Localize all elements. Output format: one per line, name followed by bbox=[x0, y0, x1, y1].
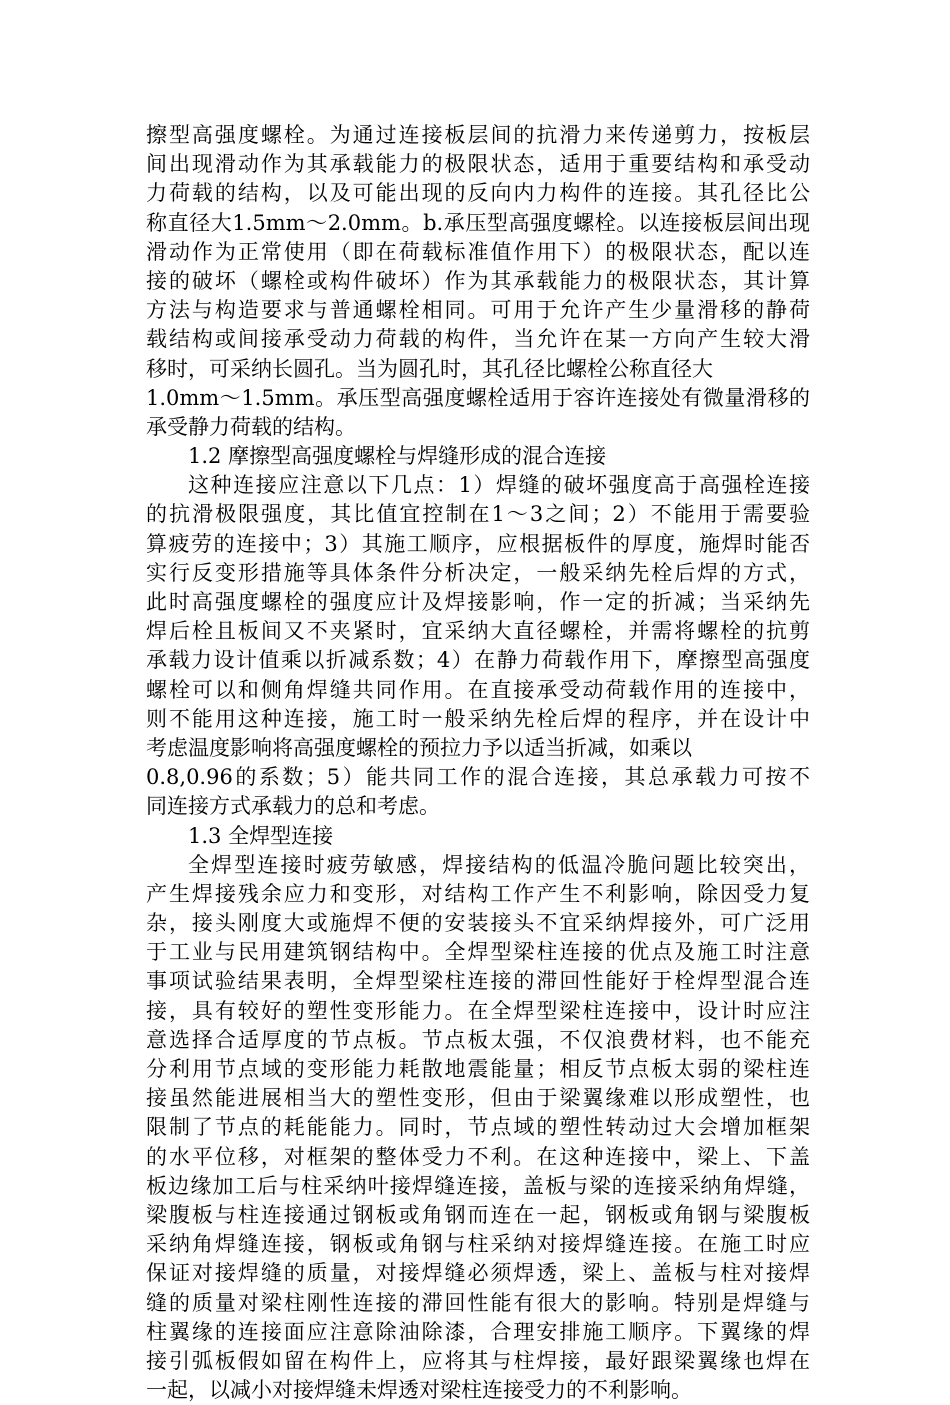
text-line: 全焊型连接时疲劳敏感，焊接结构的低温冷脆问题比较突出， bbox=[188, 852, 810, 877]
text-line: 1.0mm～1.5mm。承压型高强度螺栓适用于容许连接处有微量滑移的 bbox=[146, 385, 810, 410]
text-line: 承受静力荷载的结构。 bbox=[146, 414, 356, 439]
text-line: 柱翼缘的连接面应注意除油除漆，合理安排施工顺序。下翼缘的焊 bbox=[146, 1319, 810, 1344]
text-line: 间出现滑动作为其承载能力的极限状态，适用于重要结构和承受动 bbox=[146, 152, 810, 177]
text-line: 接，具有较好的塑性变形能力。在全焊型梁柱连接中，设计时应注 bbox=[146, 998, 810, 1023]
text-line: 梁腹板与柱连接通过钢板或角钢而连在一起，钢板或角钢与梁腹板 bbox=[146, 1202, 810, 1227]
text-line: 力荷载的结构，以及可能出现的反向内力构件的连接。其孔径比公 bbox=[146, 181, 810, 206]
text-line: 采纳角焊缝连接，钢板或角钢与柱采纳对接焊缝连接。在施工时应 bbox=[146, 1232, 810, 1257]
section-heading: 1.3 全焊型连接 bbox=[188, 823, 334, 848]
text-line: 杂，接头刚度大或施焊不便的安装接头不宜采纳焊接外，可广泛用 bbox=[146, 911, 810, 936]
text-line: 方法与构造要求与普通螺栓相同。可用于允许产生少量滑移的静荷 bbox=[146, 298, 810, 323]
text-line: 这种连接应注意以下几点：1）焊缝的破坏强度高于高强栓连接 bbox=[188, 473, 810, 498]
text-line: 擦型高强度螺栓。为通过连接板层间的抗滑力来传递剪力，按板层 bbox=[146, 123, 810, 147]
text-line: 滑动作为正常使用（即在荷载标准值作用下）的极限状态，配以连 bbox=[146, 239, 810, 264]
text-line: 分利用节点域的变形能力耗散地震能量；相反节点板太弱的梁柱连 bbox=[146, 1057, 810, 1081]
text-line: 同连接方式承载力的总和考虑。 bbox=[146, 794, 440, 819]
document-body bbox=[146, 121, 810, 1405]
text-line: 此时高强度螺栓的强度应计及焊接影响，作一定的折减；当采纳先 bbox=[146, 590, 810, 614]
text-line: 考虑温度影响将高强度螺栓的预拉力予以适当折减，如乘以 bbox=[146, 735, 692, 760]
text-line: 限制了节点的耗能能力。同时，节点域的塑性转动过大会增加框架 bbox=[146, 1115, 810, 1140]
text-line: 称直径大1.5mm～2.0mm。b.承压型高强度螺栓。以连接板层间出现 bbox=[146, 210, 810, 235]
text-line: 接引弧板假如留在构件上，应将其与柱焊接，最好跟梁翼缘也焊在 bbox=[146, 1348, 810, 1373]
text-line: 承载力设计值乘以折减系数；4）在静力荷载作用下，摩擦型高强度 bbox=[146, 648, 810, 673]
text-line: 保证对接焊缝的质量，对接焊缝必须焊透，梁上、盖板与柱对接焊 bbox=[146, 1261, 810, 1286]
text-line: 算疲劳的连接中；3）其施工顺序，应根据板件的厚度，施焊时能否 bbox=[146, 531, 810, 556]
text-line: 的水平位移，对框架的整体受力不利。在这种连接中，梁上、下盖 bbox=[146, 1144, 810, 1169]
text-line: 板边缘加工后与柱采纳叶接焊缝连接，盖板与梁的连接采纳角焊缝， bbox=[146, 1173, 810, 1198]
text-line: 螺栓可以和侧角焊缝共同作用。在直接承受动荷载作用的连接中， bbox=[146, 677, 810, 702]
text-line: 的抗滑极限强度，其比值宜控制在1～3之间；2）不能用于需要验 bbox=[146, 502, 810, 527]
text-line: 接虽然能进展相当大的塑性变形，但由于梁翼缘难以形成塑性，也 bbox=[146, 1086, 810, 1111]
text-line: 事项试验结果表明，全焊型梁柱连接的滞回性能好于栓焊型混合连 bbox=[146, 969, 810, 994]
text-line: 0.8,0.96的系数；5）能共同工作的混合连接，其总承载力可按不 bbox=[146, 765, 810, 790]
text-line: 则不能用这种连接，施工时一般采纳先栓后焊的程序，并在设计中 bbox=[146, 706, 810, 731]
text-line: 载结构或间接承受动力荷载的构件，当允许在某一方向产生较大滑 bbox=[146, 327, 810, 352]
text-line: 意选择合适厚度的节点板。节点板太强，不仅浪费材料，也不能充 bbox=[146, 1027, 810, 1052]
text-line: 实行反变形措施等具体条件分析决定，一般采纳先栓后焊的方式， bbox=[146, 560, 810, 585]
text-line: 接的破坏（螺栓或构件破坏）作为其承载能力的极限状态，其计算 bbox=[146, 268, 810, 293]
text-line: 焊后栓且板间又不夹紧时，宜采纳大直径螺栓，并需将螺栓的抗剪 bbox=[146, 619, 810, 644]
text-line: 产生焊接残余应力和变形，对结构工作产生不利影响，除因受力复 bbox=[146, 881, 810, 906]
text-line: 移时，可采纳长圆孔。当为圆孔时，其孔径比螺栓公称直径大 bbox=[146, 356, 713, 381]
text-line: 一起，以减小对接焊缝未焊透对梁柱连接受力的不利影响。 bbox=[146, 1378, 692, 1403]
text-line: 于工业与民用建筑钢结构中。全焊型梁柱连接的优点及施工时注意 bbox=[146, 940, 810, 965]
text-line: 缝的质量对梁柱刚性连接的滞回性能有很大的影响。特别是焊缝与 bbox=[146, 1290, 810, 1315]
section-heading: 1.2 摩擦型高强度螺栓与焊缝形成的混合连接 bbox=[188, 444, 607, 469]
